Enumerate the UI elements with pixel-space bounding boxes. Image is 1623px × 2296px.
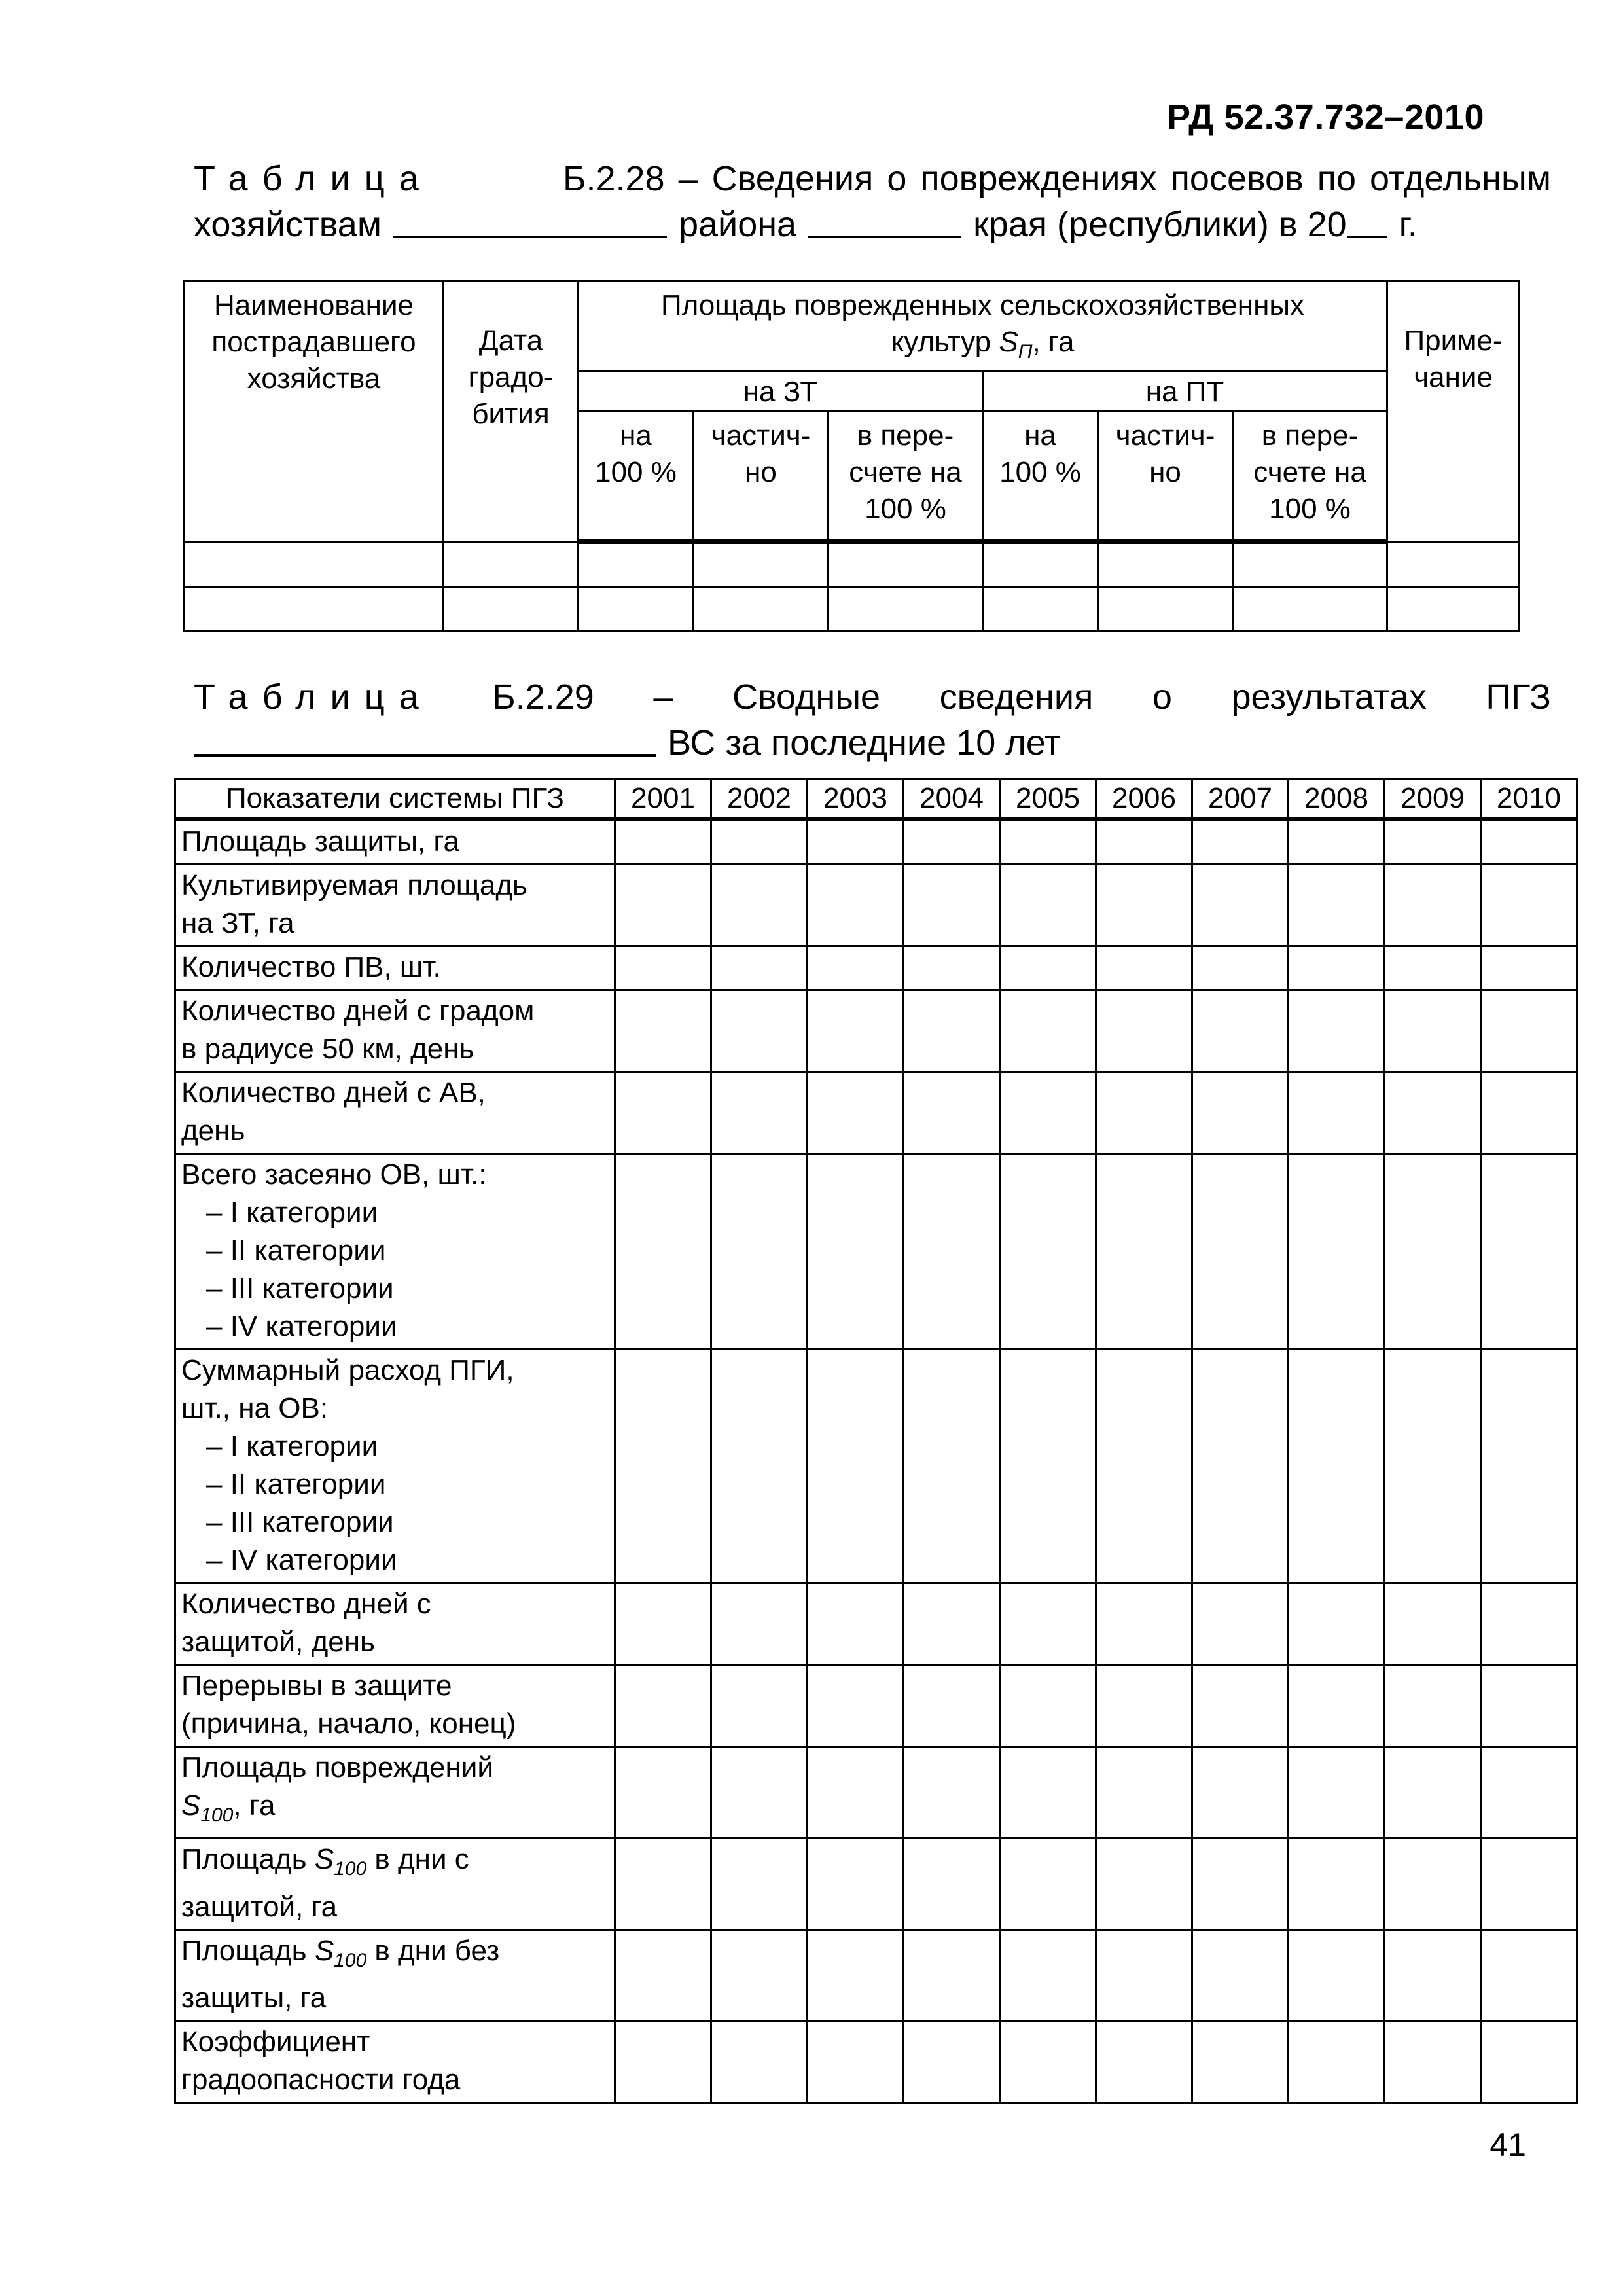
header-indicators: Показатели системы ПГЗ — [175, 779, 615, 820]
caption2-word: – — [653, 677, 673, 717]
empty-cell — [1289, 865, 1385, 946]
row-label: Площадь защиты, га — [175, 819, 615, 865]
empty-cell — [1289, 1350, 1385, 1583]
empty-cell — [1385, 819, 1481, 865]
empty-cell — [1096, 990, 1192, 1072]
table-row — [175, 1747, 1577, 1839]
empty-cell — [615, 865, 711, 946]
caption2-word: Б.2.29 — [492, 677, 594, 717]
caption2-word: ПГЗ — [1486, 677, 1551, 717]
empty-cell — [711, 1350, 808, 1583]
empty-cell — [711, 1583, 808, 1665]
caption2-word: Сводные — [732, 677, 881, 717]
empty-cell — [808, 1583, 904, 1665]
empty-cell — [615, 1838, 711, 1929]
empty-cell — [1385, 1665, 1481, 1747]
empty-cell — [711, 1929, 808, 2021]
empty-cell — [904, 1154, 1000, 1350]
empty-cell — [808, 819, 904, 865]
empty-cell — [711, 1072, 808, 1154]
empty-cell — [1481, 946, 1577, 990]
empty-cell — [829, 586, 983, 630]
empty-cell — [808, 1929, 904, 2021]
empty-cell — [1192, 1929, 1289, 2021]
header-year: 2009 — [1385, 779, 1481, 820]
empty-cell — [1000, 1583, 1096, 1665]
empty-cell — [808, 1838, 904, 1929]
empty-cell — [1289, 1929, 1385, 2021]
empty-cell — [1096, 1929, 1192, 2021]
header-pt-recalc: в пере- счете на 100 % — [1233, 411, 1387, 541]
empty-cell — [1096, 1583, 1192, 1665]
empty-cell — [904, 2021, 1000, 2103]
empty-cell — [1481, 1072, 1577, 1154]
empty-cell — [615, 946, 711, 990]
empty-cell — [615, 990, 711, 1072]
empty-cell — [1481, 2021, 1577, 2103]
table-row — [175, 2021, 1577, 2103]
empty-cell — [983, 586, 1098, 630]
empty-cell — [1192, 946, 1289, 990]
empty-cell — [904, 1583, 1000, 1665]
empty-cell — [711, 1665, 808, 1747]
empty-cell — [1192, 1583, 1289, 1665]
table-row — [175, 946, 1577, 990]
empty-cell — [185, 541, 444, 586]
row-label: Количество дней с защитой, день — [175, 1583, 615, 1665]
empty-cell — [1385, 1583, 1481, 1665]
table-row — [175, 1838, 1577, 1929]
row-label: Культивируемая площадь на ЗТ, га — [175, 865, 615, 946]
empty-cell — [1289, 990, 1385, 1072]
table-row — [175, 1583, 1577, 1665]
empty-cell — [615, 1929, 711, 2021]
row-label: Количество ПВ, шт. — [175, 946, 615, 990]
empty-cell — [711, 1747, 808, 1839]
header-damaged-area: Площадь поврежденных сельскохозяйственных культур $S_П$, га — [579, 281, 1387, 372]
header-pt-full: на 100 % — [983, 411, 1098, 541]
blank-organization — [194, 720, 656, 757]
blank-farm — [393, 202, 667, 238]
header-note: Приме- чание — [1387, 281, 1520, 542]
empty-cell — [1481, 1350, 1577, 1583]
empty-cell — [808, 1072, 904, 1154]
empty-cell — [1000, 1350, 1096, 1583]
header-year: 2006 — [1096, 779, 1192, 820]
empty-cell — [1385, 946, 1481, 990]
empty-cell — [904, 1072, 1000, 1154]
empty-cell — [1481, 1583, 1577, 1665]
empty-cell — [1096, 1350, 1192, 1583]
row-label: Суммарный расход ПГИ, шт., на ОВ: – I категории – II категории – III категории – IV категории — [175, 1350, 615, 1583]
header-year: 2004 — [904, 779, 1000, 820]
row-label: Количество дней с АВ, день — [175, 1072, 615, 1154]
empty-cell — [1096, 1838, 1192, 1929]
empty-cell — [1192, 1747, 1289, 1839]
empty-cell — [185, 586, 444, 630]
header-year: 2010 — [1481, 779, 1577, 820]
table-row — [175, 990, 1577, 1072]
table-row — [175, 819, 1577, 865]
empty-cell — [1289, 819, 1385, 865]
empty-cell — [1192, 819, 1289, 865]
header-hail-date: Дата градо- бития — [444, 281, 579, 542]
table-row — [175, 1350, 1577, 1583]
empty-cell — [711, 2021, 808, 2103]
table-row — [175, 1665, 1577, 1747]
table2-caption — [194, 674, 1551, 766]
empty-cell — [904, 819, 1000, 865]
header-year: 2008 — [1289, 779, 1385, 820]
empty-cell — [1481, 1154, 1577, 1350]
empty-cell — [1289, 2021, 1385, 2103]
table1-caption — [194, 156, 1551, 247]
empty-cell — [615, 1154, 711, 1350]
row-label: Площадь $S_{100}$ в дни с защитой, га — [175, 1838, 615, 1929]
empty-cell — [1000, 946, 1096, 990]
pgz-summary-table — [174, 778, 1578, 2104]
empty-cell — [1000, 990, 1096, 1072]
empty-cell — [1385, 1747, 1481, 1839]
empty-cell — [1385, 865, 1481, 946]
header-zt-partial: частич- но — [694, 411, 829, 541]
empty-cell — [1192, 865, 1289, 946]
header-zt-full: на 100 % — [579, 411, 694, 541]
caption-line2-b: района — [678, 205, 797, 244]
blank-district — [808, 202, 961, 238]
empty-cell — [1096, 1665, 1192, 1747]
empty-cell — [1000, 819, 1096, 865]
empty-cell — [1000, 1747, 1096, 1839]
empty-cell — [1233, 541, 1387, 586]
empty-cell — [1387, 541, 1520, 586]
empty-cell — [711, 990, 808, 1072]
blank-year — [1347, 202, 1387, 238]
empty-cell — [1192, 1838, 1289, 1929]
empty-cell — [1000, 865, 1096, 946]
empty-cell — [1096, 865, 1192, 946]
row-label: Всего засеяно ОВ, шт.: – I категории – II категории – III категории – IV категории — [175, 1154, 615, 1350]
empty-cell — [1289, 1154, 1385, 1350]
empty-cell — [1385, 990, 1481, 1072]
empty-cell — [1481, 1929, 1577, 2021]
header-year: 2001 — [615, 779, 711, 820]
empty-cell — [694, 541, 829, 586]
empty-cell — [1289, 1665, 1385, 1747]
empty-cell — [694, 586, 829, 630]
empty-cell — [904, 1665, 1000, 1747]
empty-cell — [808, 865, 904, 946]
caption2-word: сведения — [939, 677, 1094, 717]
empty-cell — [904, 1929, 1000, 2021]
empty-cell — [904, 1838, 1000, 1929]
caption-word-table: Таблица — [194, 159, 433, 198]
header-year: 2003 — [808, 779, 904, 820]
empty-cell — [711, 865, 808, 946]
empty-cell — [1192, 1665, 1289, 1747]
empty-cell — [904, 1747, 1000, 1839]
empty-cell — [1385, 1072, 1481, 1154]
header-year: 2005 — [1000, 779, 1096, 820]
empty-cell — [615, 1583, 711, 1665]
empty-cell — [1289, 1838, 1385, 1929]
empty-cell — [615, 1072, 711, 1154]
empty-cell — [579, 586, 694, 630]
empty-cell — [711, 819, 808, 865]
empty-cell — [1481, 865, 1577, 946]
empty-cell — [711, 946, 808, 990]
empty-cell — [1192, 990, 1289, 1072]
empty-cell — [1000, 1929, 1096, 2021]
empty-cell — [615, 2021, 711, 2103]
empty-cell — [1481, 1665, 1577, 1747]
empty-cell — [808, 990, 904, 1072]
empty-cell — [808, 1154, 904, 1350]
header-farm-name: Наименование пострадавшего хозяйства — [185, 281, 444, 542]
empty-cell — [1098, 541, 1233, 586]
empty-cell — [1385, 1929, 1481, 2021]
empty-cell — [711, 1154, 808, 1350]
empty-cell — [1233, 586, 1387, 630]
header-zt-recalc: в пере- счете на 100 % — [829, 411, 983, 541]
empty-cell — [1192, 1350, 1289, 1583]
row-label: Перерывы в защите (причина, начало, конец) — [175, 1665, 615, 1747]
row-label: Коэффициент градоопасности года — [175, 2021, 615, 2103]
empty-cell — [444, 541, 579, 586]
empty-cell — [1000, 1838, 1096, 1929]
empty-cell — [1192, 2021, 1289, 2103]
empty-cell — [1481, 1747, 1577, 1839]
empty-cell — [1096, 1747, 1192, 1839]
document-code: РД 52.37.732–2010 — [1167, 98, 1484, 137]
empty-cell — [904, 865, 1000, 946]
empty-cell — [1096, 1072, 1192, 1154]
empty-cell — [1098, 586, 1233, 630]
empty-cell — [1000, 1665, 1096, 1747]
header-pt: на ПТ — [983, 371, 1387, 411]
empty-cell — [1387, 586, 1520, 630]
caption-line2-d: г. — [1399, 205, 1418, 244]
empty-cell — [615, 1665, 711, 1747]
empty-cell — [1096, 1154, 1192, 1350]
empty-cell — [808, 946, 904, 990]
empty-cell — [1000, 1154, 1096, 1350]
page-number: 41 — [1489, 2126, 1526, 2163]
empty-cell — [711, 1838, 808, 1929]
row-label: Количество дней с градом в радиусе 50 км, день — [175, 990, 615, 1072]
empty-cell — [904, 990, 1000, 1072]
empty-cell — [1385, 1838, 1481, 1929]
table-row — [175, 865, 1577, 946]
empty-cell — [1385, 1350, 1481, 1583]
header-year: 2002 — [711, 779, 808, 820]
caption2-word: результатах — [1231, 677, 1427, 717]
empty-cell — [1096, 819, 1192, 865]
empty-cell — [1385, 2021, 1481, 2103]
header-pt-partial: частич- но — [1098, 411, 1233, 541]
empty-cell — [808, 1665, 904, 1747]
empty-cell — [615, 819, 711, 865]
empty-cell — [904, 1350, 1000, 1583]
empty-cell — [615, 1350, 711, 1583]
table-row — [185, 586, 1520, 630]
header-year: 2007 — [1192, 779, 1289, 820]
empty-cell — [444, 586, 579, 630]
empty-cell — [1481, 819, 1577, 865]
caption2-word: о — [1152, 677, 1172, 717]
empty-cell — [1096, 946, 1192, 990]
empty-cell — [808, 1350, 904, 1583]
empty-cell — [1289, 1583, 1385, 1665]
row-label: Площадь $S_{100}$ в дни без защиты, га — [175, 1929, 615, 2021]
empty-cell — [1192, 1072, 1289, 1154]
empty-cell — [1385, 1154, 1481, 1350]
damage-table — [183, 280, 1520, 632]
empty-cell — [1000, 2021, 1096, 2103]
empty-cell — [808, 1747, 904, 1839]
caption-line2-a: хозяйствам — [194, 205, 382, 244]
empty-cell — [1481, 990, 1577, 1072]
empty-cell — [1481, 1838, 1577, 1929]
empty-cell — [1289, 1072, 1385, 1154]
empty-cell — [808, 2021, 904, 2103]
caption2-word-table: Таблица — [194, 677, 433, 717]
empty-cell — [983, 541, 1098, 586]
empty-cell — [829, 541, 983, 586]
empty-cell — [579, 541, 694, 586]
caption-text: Б.2.28 – Сведения о повреждениях посевов по отдельным — [563, 159, 1551, 198]
table-row — [185, 541, 1520, 586]
empty-cell — [1289, 946, 1385, 990]
row-label: Площадь повреждений $S_{100}$, га — [175, 1747, 615, 1839]
empty-cell — [1192, 1154, 1289, 1350]
table-row — [175, 1929, 1577, 2021]
empty-cell — [1000, 1072, 1096, 1154]
empty-cell — [615, 1747, 711, 1839]
empty-cell — [1096, 2021, 1192, 2103]
empty-cell — [1289, 1747, 1385, 1839]
empty-cell — [904, 946, 1000, 990]
caption-line2-c: края (республики) в 20 — [973, 205, 1347, 244]
header-zt: на ЗТ — [579, 371, 983, 411]
table-row — [175, 1154, 1577, 1350]
caption2-line2: ВС за последние 10 лет — [668, 723, 1061, 762]
table-row — [175, 1072, 1577, 1154]
